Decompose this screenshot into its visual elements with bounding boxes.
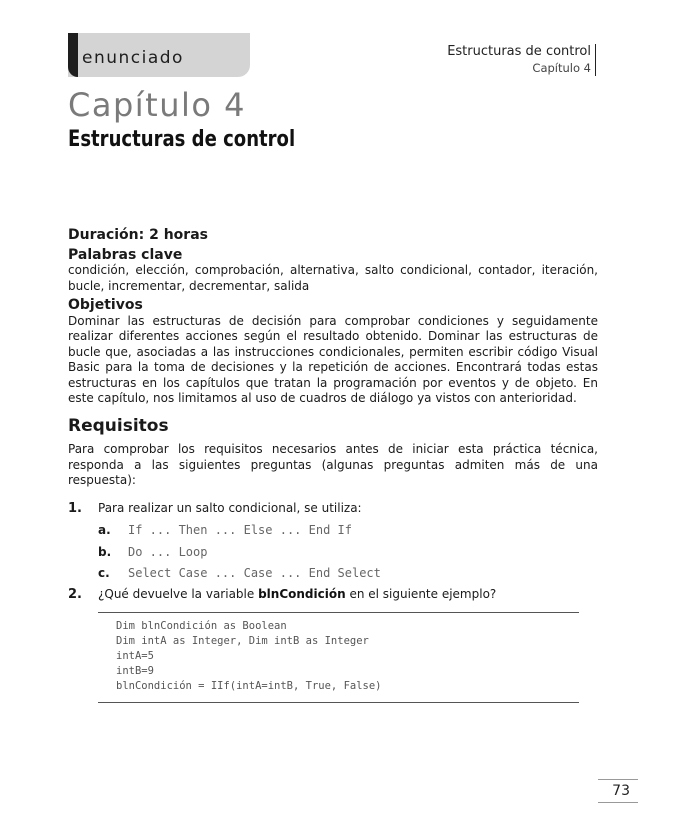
question-1 [68,501,598,517]
objectives-heading: Objetivos [68,297,143,313]
option-c [98,563,598,585]
section-tab [68,33,250,77]
keywords-heading: Palabras clave [68,246,183,263]
question-2 [68,587,598,603]
question-text: Para realizar un salto condicional, se utiliza: [98,500,362,515]
question-number: 1. [68,500,82,516]
question-1-options [68,520,598,585]
running-header [447,44,596,76]
option-letter: b. [98,544,112,559]
option-letter: c. [98,566,110,580]
chapter-title: Estructuras de control [68,127,296,152]
header-subtitle: Capítulo 4 [532,61,591,75]
tab-accent-bar [68,33,78,77]
page-number: 73 [612,783,630,799]
code-line: intB=9 [116,665,154,677]
tab-label: enunciado [82,48,184,68]
chapter-number: Capítulo 4 [68,86,246,124]
objectives-text: Dominar las estructuras de decisión para comprobar condiciones y seguidamente realizar diferentes acciones según el resultado obtenido. Dominar las estructuras de bucle que, asociadas a las instrucciones condicionales, permiten escribir código Visual Basic para la toma de decisiones y la repetición de acciones. Encontrará todas estas estructuras en los capítulos que tratan la programación por eventos y de objeto. En este capítulo, nos limitamos al uso de cuadros de diálogo ya vistos con anterioridad. [68,313,598,405]
code-line: Dim blnCondición as Boolean [116,620,287,632]
code-line: blnCondición = IIf(intA=intB, True, False) [116,680,382,692]
option-text: If ... Then ... Else ... End If [128,523,352,537]
duration: Duración: 2 horas [68,227,208,243]
code-line: Dim intA as Integer, Dim intB as Integer [116,635,369,647]
page-number-box [598,779,638,803]
header-title: Estructuras de control [447,44,591,59]
option-letter: a. [98,523,111,537]
option-text: Select Case ... Case ... End Select [128,566,381,580]
requirements-intro: Para comprobar los requisitos necesarios antes de iniciar esta práctica técnica, responda a las siguientes preguntas (algunas preguntas admiten más de una respuesta): [68,442,598,487]
question-text-before: ¿Qué devuelve la variable [98,586,259,601]
question-number: 2. [68,586,82,602]
question-text-after: en el siguiente ejemplo? [345,586,497,601]
code-line: intA=5 [116,650,154,662]
requirements-heading: Requisitos [68,415,169,436]
option-b [98,542,598,564]
main-content [68,228,598,703]
option-a [98,520,598,542]
question-variable: blnCondición [258,586,346,601]
keywords-text: condición, elección, comprobación, alternativa, salto condicional, contador, iteración, bucle, incrementar, decrementar, salida [68,263,598,293]
option-text: Do ... Loop [128,544,208,559]
code-block [98,612,579,703]
